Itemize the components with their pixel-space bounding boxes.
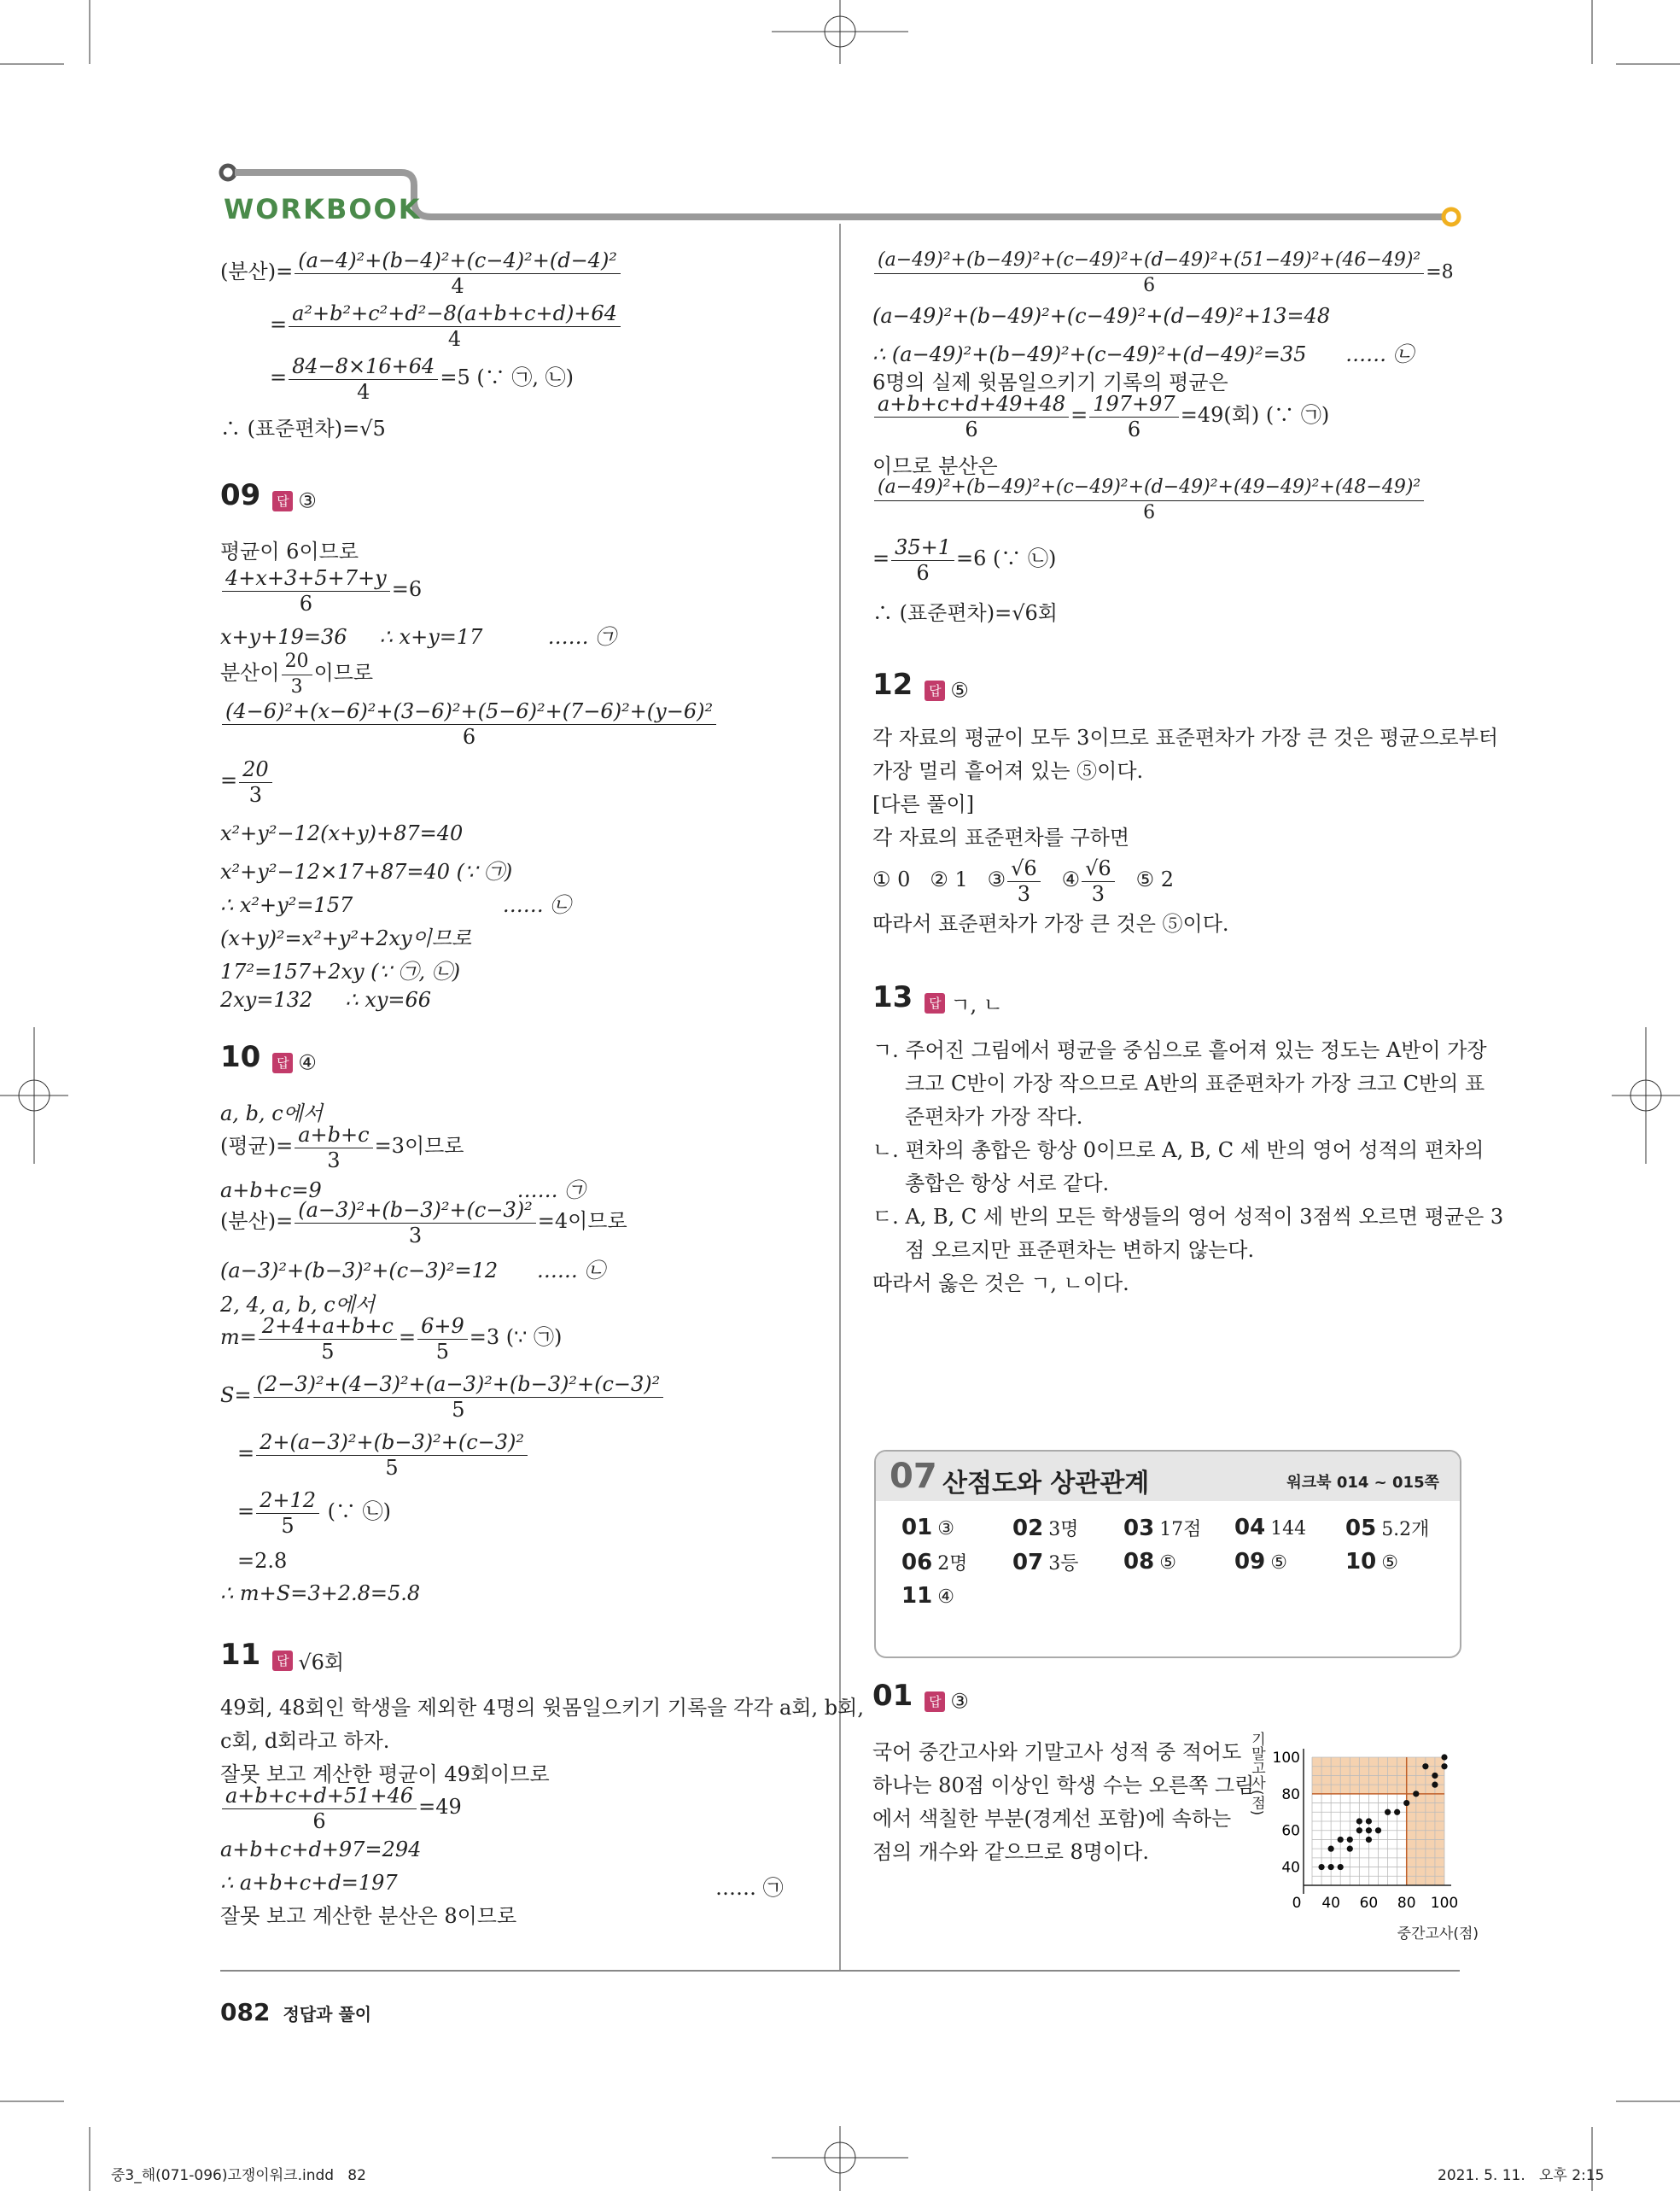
q10-heading: 10 답 ④ xyxy=(220,1040,317,1075)
text-line: 따라서 표준편차가 가장 큰 것은 ⑤이다. xyxy=(872,912,1229,936)
data-point xyxy=(1366,1818,1372,1824)
text-line: ㄴ. 편차의 총합은 항상 0이므로 A, B, C 세 반의 영어 성적의 편차의 xyxy=(872,1138,1485,1162)
formula-line: $\frac{\text{(a−49)²+(b−49)²+(c−49)²+(d−49)²+(51−49)²+(46−49)²}}{6}$ =8 xyxy=(872,248,1454,298)
data-point xyxy=(1394,1809,1400,1815)
page-number: 082 xyxy=(220,1998,271,2026)
box-title: 산점도와 상관관계 xyxy=(942,1469,1150,1499)
variance-line-1: (분산)= $\frac{\text{(a−4)²+(b−4)²+(c−4)²+(d−4)²}}{4}$ xyxy=(220,248,622,298)
text-line: ∴ (표준편차)=√6회 xyxy=(872,601,1058,625)
y-tick-label: 80 xyxy=(1281,1785,1300,1803)
answer-badge: 답 xyxy=(925,681,945,701)
answer-badge: 답 xyxy=(272,1651,293,1671)
variance-line-2: = $\frac{\text{a²+b²+c²+d²−8(a+b+c+d)+64}}{4}$ xyxy=(270,301,622,351)
summary-item-number: 06 xyxy=(901,1550,933,1575)
text-line: 국어 중간고사와 기말고사 성적 중 적어도 xyxy=(872,1740,1242,1764)
summary-answer-item xyxy=(901,1515,954,1540)
summary-item-number: 03 xyxy=(1123,1516,1155,1541)
text-line: 분산이 $\frac{20}{3}$ 이므로 xyxy=(220,651,374,698)
x-tick-label: 40 xyxy=(1321,1895,1340,1912)
formula-line: $\frac{\text{(4−6)²+(x−6)²+(3−6)²+(5−6)²+(7−6)²+(y−6)²}}{6}$ xyxy=(220,698,718,749)
text-line: ㄷ. A, B, C 세 반의 모든 학생들의 영어 성적이 3점씩 오르면 평균은 3 xyxy=(872,1205,1504,1229)
formula-line: =2.8 xyxy=(237,1549,288,1573)
summary-item-answer: 144 xyxy=(1270,1518,1307,1540)
data-point xyxy=(1328,1846,1334,1852)
formula-line: a+b+c=9 …… ㉠ xyxy=(220,1178,586,1202)
summary-item-number: 02 xyxy=(1012,1516,1044,1541)
y-tick-label: 60 xyxy=(1281,1822,1300,1840)
formula-line: ∴ (a−49)²+(b−49)²+(c−49)²+(d−49)²=35 …… ㉡ xyxy=(872,342,1414,366)
variance-line-3: = $\frac{84-8\times 16+64}{4}$ =5 (∵ ㉠, ㉡) xyxy=(270,354,574,404)
formula-line: = $\frac{20}{3}$ xyxy=(220,757,274,807)
formula-line: …… ㉠ xyxy=(715,1876,784,1900)
print-date: 2021. 5. 11. 오후 2:15 xyxy=(1438,2167,1605,2184)
page-label: 정답과 풀이 xyxy=(283,2004,372,2024)
text-line: 이므로 분산은 xyxy=(872,454,998,478)
text-line: 각 자료의 평균이 모두 3이므로 표준편차가 가장 큰 것은 평균으로부터 xyxy=(872,726,1499,750)
data-point xyxy=(1413,1791,1419,1797)
text-line: 잘못 보고 계산한 평균이 49회이므로 xyxy=(220,1762,550,1786)
formula-line: $\frac{a+b+c+d+49+48}{6}$ = $\frac{197+97}{6}$ =49(회) (∵ ㉠) xyxy=(872,391,1329,441)
summary-item-number: 11 xyxy=(901,1583,933,1609)
data-point xyxy=(1441,1754,1447,1760)
q01-heading: 01 답 ③ xyxy=(872,1679,969,1714)
answer-summary-box xyxy=(874,1450,1461,1658)
sd-line: ∴ (표준편차)=√5 xyxy=(220,417,386,441)
formula-line: (a−49)²+(b−49)²+(c−49)²+(d−49)²+13=48 xyxy=(872,304,1331,328)
summary-answer-item xyxy=(1012,1515,1078,1541)
text-line: 점 오르지만 표준편차는 변하지 않는다. xyxy=(905,1238,1255,1262)
formula-line: (a−3)²+(b−3)²+(c−3)²=12 …… ㉡ xyxy=(220,1259,605,1282)
formula-line: (분산)= $\frac{\text{(a−3)²+(b−3)²+(c−3)²}}{3}$ =4이므로 xyxy=(220,1198,627,1247)
data-point xyxy=(1375,1827,1381,1833)
text-line: 에서 색칠한 부분(경계선 포함)에 속하는 xyxy=(872,1807,1232,1831)
text-line: 49회, 48회인 학생을 제외한 4명의 윗몸일으키기 기록을 각각 a회, b회, xyxy=(220,1696,864,1720)
formula-line: x²+y²−12(x+y)+87=40 xyxy=(220,821,464,845)
box-number: 07 xyxy=(890,1457,937,1496)
answer-badge: 답 xyxy=(925,993,945,1014)
scatter-chart xyxy=(1248,1732,1479,1943)
data-point xyxy=(1432,1782,1438,1788)
options-line: ① 0 ② 1 ③ $\frac{√6}{3}$ ④ $\frac{√6}{3}$ ⑤ 2 xyxy=(872,856,1174,906)
answer-badge: 답 xyxy=(272,491,293,511)
file-slug: 중3_해(071-096)고쟁이워크.indd 82 xyxy=(111,2167,366,2184)
text-line: 평균이 6이므로 xyxy=(220,540,359,564)
data-point xyxy=(1356,1827,1362,1833)
q13-heading: 13 답 ㄱ, ㄴ xyxy=(872,980,1003,1017)
data-point xyxy=(1318,1864,1324,1870)
q11-heading: 11 답 √6회 xyxy=(220,1638,345,1674)
summary-item-answer: 5.2개 xyxy=(1381,1519,1430,1540)
formula-line: = $\frac{35+1}{6}$ =6 (∵ ㉡) xyxy=(872,535,1057,585)
summary-item-answer: ⑤ xyxy=(1270,1552,1287,1574)
data-point xyxy=(1385,1809,1391,1815)
summary-item-answer: 3등 xyxy=(1048,1553,1079,1575)
summary-answer-item xyxy=(901,1583,954,1609)
scatter-plot xyxy=(1248,1732,1479,1937)
text-line: [다른 풀이] xyxy=(872,792,975,816)
formula-line: ∴ a+b+c+d=197 xyxy=(220,1871,398,1895)
summary-item-answer: ⑤ xyxy=(1381,1552,1398,1574)
box-ref: 워크북 014 ~ 015쪽 xyxy=(1286,1474,1439,1492)
summary-item-answer: ④ xyxy=(937,1586,954,1608)
data-point xyxy=(1338,1837,1344,1843)
formula-line: = $\frac{\text{2+(a−3)²+(b−3)²+(c−3)²}}{5}$ xyxy=(237,1429,529,1480)
data-point xyxy=(1422,1763,1428,1769)
text-line: 잘못 보고 계산한 분산은 8이므로 xyxy=(220,1904,517,1928)
summary-answer-item xyxy=(1123,1515,1201,1541)
summary-item-answer: ③ xyxy=(937,1518,954,1540)
answer-badge: 답 xyxy=(925,1691,945,1712)
text-line: 크고 C반이 가장 작으므로 A반의 표준편차가 가장 크고 C반의 표 xyxy=(905,1072,1485,1096)
formula-line: ∴ m+S=3+2.8=5.8 xyxy=(220,1581,421,1605)
answer-badge: 답 xyxy=(272,1053,293,1073)
text-line: 총합은 항상 서로 같다. xyxy=(905,1171,1110,1195)
y-tick-label: 100 xyxy=(1272,1750,1300,1767)
summary-item-number: 01 xyxy=(901,1515,933,1540)
summary-item-answer: ⑤ xyxy=(1159,1552,1176,1574)
formula-line: ∴ x²+y²=157 …… ㉡ xyxy=(220,893,571,917)
workbook-label: WORKBOOK xyxy=(224,193,422,225)
formula-line: a+b+c+d+97=294 xyxy=(220,1838,422,1861)
summary-answer-item xyxy=(901,1549,967,1575)
formula-line: a, b, c에서 xyxy=(220,1101,323,1125)
formula-line: x+y+19=36 ∴ x+y=17 …… ㉠ xyxy=(220,625,616,649)
formula-line: 2xy=132 ∴ xy=66 xyxy=(220,988,432,1012)
data-point xyxy=(1366,1827,1372,1833)
formula-line: $\frac{4+x+3+5+7+y}{6}$ =6 xyxy=(220,565,422,616)
data-point xyxy=(1347,1837,1353,1843)
x-tick-label: 60 xyxy=(1359,1895,1379,1912)
text-line: ㄱ. 주어진 그림에서 평균을 중심으로 흩어져 있는 정도는 A반이 가장 xyxy=(872,1038,1487,1062)
q09-heading: 09 답 ③ xyxy=(220,478,317,513)
data-point xyxy=(1403,1800,1409,1806)
data-point xyxy=(1366,1837,1372,1843)
formula-line: 2, 4, a, b, c에서 xyxy=(220,1293,376,1317)
text-line: 6명의 실제 윗몸일으키기 기록의 평균은 xyxy=(872,371,1228,394)
formula-line: S= $\frac{\text{(2−3)²+(4−3)²+(a−3)²+(b−3)²+(c−3)²}}{5}$ xyxy=(220,1371,665,1422)
footer-rule xyxy=(220,1970,1460,1972)
x-tick-label: 0 xyxy=(1292,1895,1302,1912)
summary-item-number: 08 xyxy=(1123,1549,1155,1575)
summary-answer-item xyxy=(1012,1549,1078,1575)
data-point xyxy=(1356,1818,1362,1824)
x-axis-label: 중간고사(점) xyxy=(1397,1925,1479,1943)
q12-heading: 12 답 ⑤ xyxy=(872,668,969,703)
summary-item-answer: 17점 xyxy=(1159,1519,1202,1540)
formula-line: (평균)= $\frac{a+b+c}{3}$ =3이므로 xyxy=(220,1123,464,1172)
text-line: 각 자료의 표준편차를 구하면 xyxy=(872,826,1130,850)
formula-line: m= $\frac{2+4+a+b+c}{5}$ = $\frac{6+9}{5}$ =3 (∵ ㉠) xyxy=(220,1314,563,1364)
data-point xyxy=(1338,1864,1344,1870)
text-line: c회, d회라고 하자. xyxy=(220,1729,390,1753)
y-tick-label: 40 xyxy=(1281,1859,1300,1877)
text-line: 준편차가 가장 작다. xyxy=(905,1105,1083,1129)
summary-item-number: 05 xyxy=(1345,1516,1377,1541)
text-line: 하나는 80점 이상인 학생 수는 오른쪽 그림 xyxy=(872,1773,1255,1797)
summary-item-answer: 3명 xyxy=(1048,1519,1079,1540)
summary-item-number: 07 xyxy=(1012,1550,1044,1575)
page-footer xyxy=(220,1998,371,2026)
y-axis-label: 기말고사(점) xyxy=(1248,1732,1265,1816)
summary-answer-item xyxy=(1123,1549,1176,1575)
formula-line: $\frac{a+b+c+d+51+46}{6}$ =49 xyxy=(220,1783,462,1833)
text-line: 가장 멀리 흩어져 있는 ⑤이다. xyxy=(872,759,1144,783)
x-tick-label: 100 xyxy=(1430,1895,1459,1912)
text-line: 점의 개수와 같으므로 8명이다. xyxy=(872,1840,1149,1864)
summary-answer-item xyxy=(1345,1515,1429,1541)
summary-item-number: 04 xyxy=(1234,1515,1266,1540)
formula-line: $\frac{\text{(a−49)²+(b−49)²+(c−49)²+(d−49)²+(49−49)²+(48−49)²}}{6}$ xyxy=(872,475,1426,525)
formula-line: x²+y²−12×17+87=40 (∵ ㉠) xyxy=(220,860,513,884)
data-point xyxy=(1328,1864,1334,1870)
summary-answer-item xyxy=(1234,1515,1306,1540)
data-point xyxy=(1441,1763,1447,1769)
formula-line: (x+y)²=x²+y²+2xy이므로 xyxy=(220,926,472,950)
data-point xyxy=(1432,1773,1438,1779)
summary-item-number: 09 xyxy=(1234,1549,1266,1575)
formula-line: 17²=157+2xy (∵ ㉠, ㉡) xyxy=(220,960,461,984)
formula-line: = $\frac{2+12}{5}$ (∵ ㉡) xyxy=(237,1488,392,1538)
summary-item-answer: 2명 xyxy=(937,1553,968,1575)
summary-answer-item xyxy=(1234,1549,1287,1575)
summary-answer-item xyxy=(1345,1549,1398,1575)
x-tick-label: 80 xyxy=(1397,1895,1416,1912)
summary-item-number: 10 xyxy=(1345,1549,1377,1575)
text-line: 따라서 옳은 것은 ㄱ, ㄴ이다. xyxy=(872,1271,1129,1295)
data-point xyxy=(1347,1846,1353,1852)
